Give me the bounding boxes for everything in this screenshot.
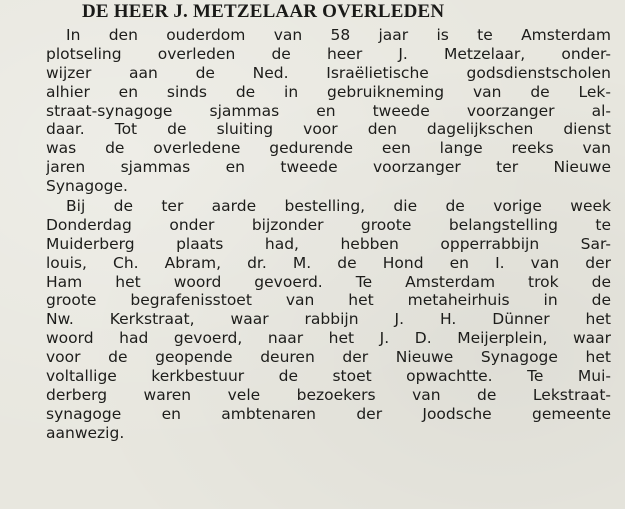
text-line: Bij de ter aarde bestelling, die de vorige week — [66, 197, 611, 216]
text-line: alhier en sinds de in gebruikneming van de Lek- — [46, 82, 611, 101]
paragraph-1 — [46, 26, 611, 196]
text-line: Muiderberg plaats had, hebben opperrabbijn Sar- — [46, 234, 611, 253]
text-line: plotseling overleden de heer J. Metzelaar, onder- — [46, 44, 611, 63]
text-line: groote begrafenisstoet van het metaheirhuis in de — [46, 291, 611, 310]
text-line: synagoge en ambtenaren der Joodsche gemeente — [46, 404, 611, 423]
article-body — [46, 26, 611, 443]
text-line: Donderdag onder bijzonder groote belangstelling te — [46, 215, 611, 234]
text-line: voltallige kerkbestuur de stoet opwachtte. Te Mui- — [46, 367, 611, 386]
text-line: straat-synagoge sjammas en tweede voorzanger al- — [46, 101, 611, 120]
text-line: Nw. Kerkstraat, waar rabbijn J. H. Dünner het — [46, 310, 611, 329]
text-line: In den ouderdom van 58 jaar is te Amsterdam — [66, 26, 611, 44]
text-line: voor de geopende deuren der Nieuwe Synagoge het — [46, 348, 611, 367]
paragraph-2 — [46, 197, 611, 443]
text-line: wijzer aan de Ned. Israëlietische godsdienstscholen — [46, 63, 611, 82]
text-line: woord had gevoerd, naar het J. D. Meijerplein, waar — [46, 329, 611, 348]
text-line: daar. Tot de sluiting voor den dagelijkschen dienst — [46, 120, 611, 139]
text-line: derberg waren vele bezoekers van de Lekstraat- — [46, 385, 611, 404]
text-line: aanwezig. — [46, 423, 125, 442]
article-headline: DE HEER J. METZELAAR OVERLEDEN — [82, 1, 445, 22]
text-line: jaren sjammas en tweede voorzanger ter Nieuwe — [46, 158, 611, 177]
text-line: Synagoge. — [46, 177, 128, 196]
text-line: louis, Ch. Abram, dr. M. de Hond en I. van der — [46, 253, 611, 272]
text-line: was de overledene gedurende een lange reeks van — [46, 139, 611, 158]
text-line: Ham het woord gevoerd. Te Amsterdam trok de — [46, 272, 611, 291]
